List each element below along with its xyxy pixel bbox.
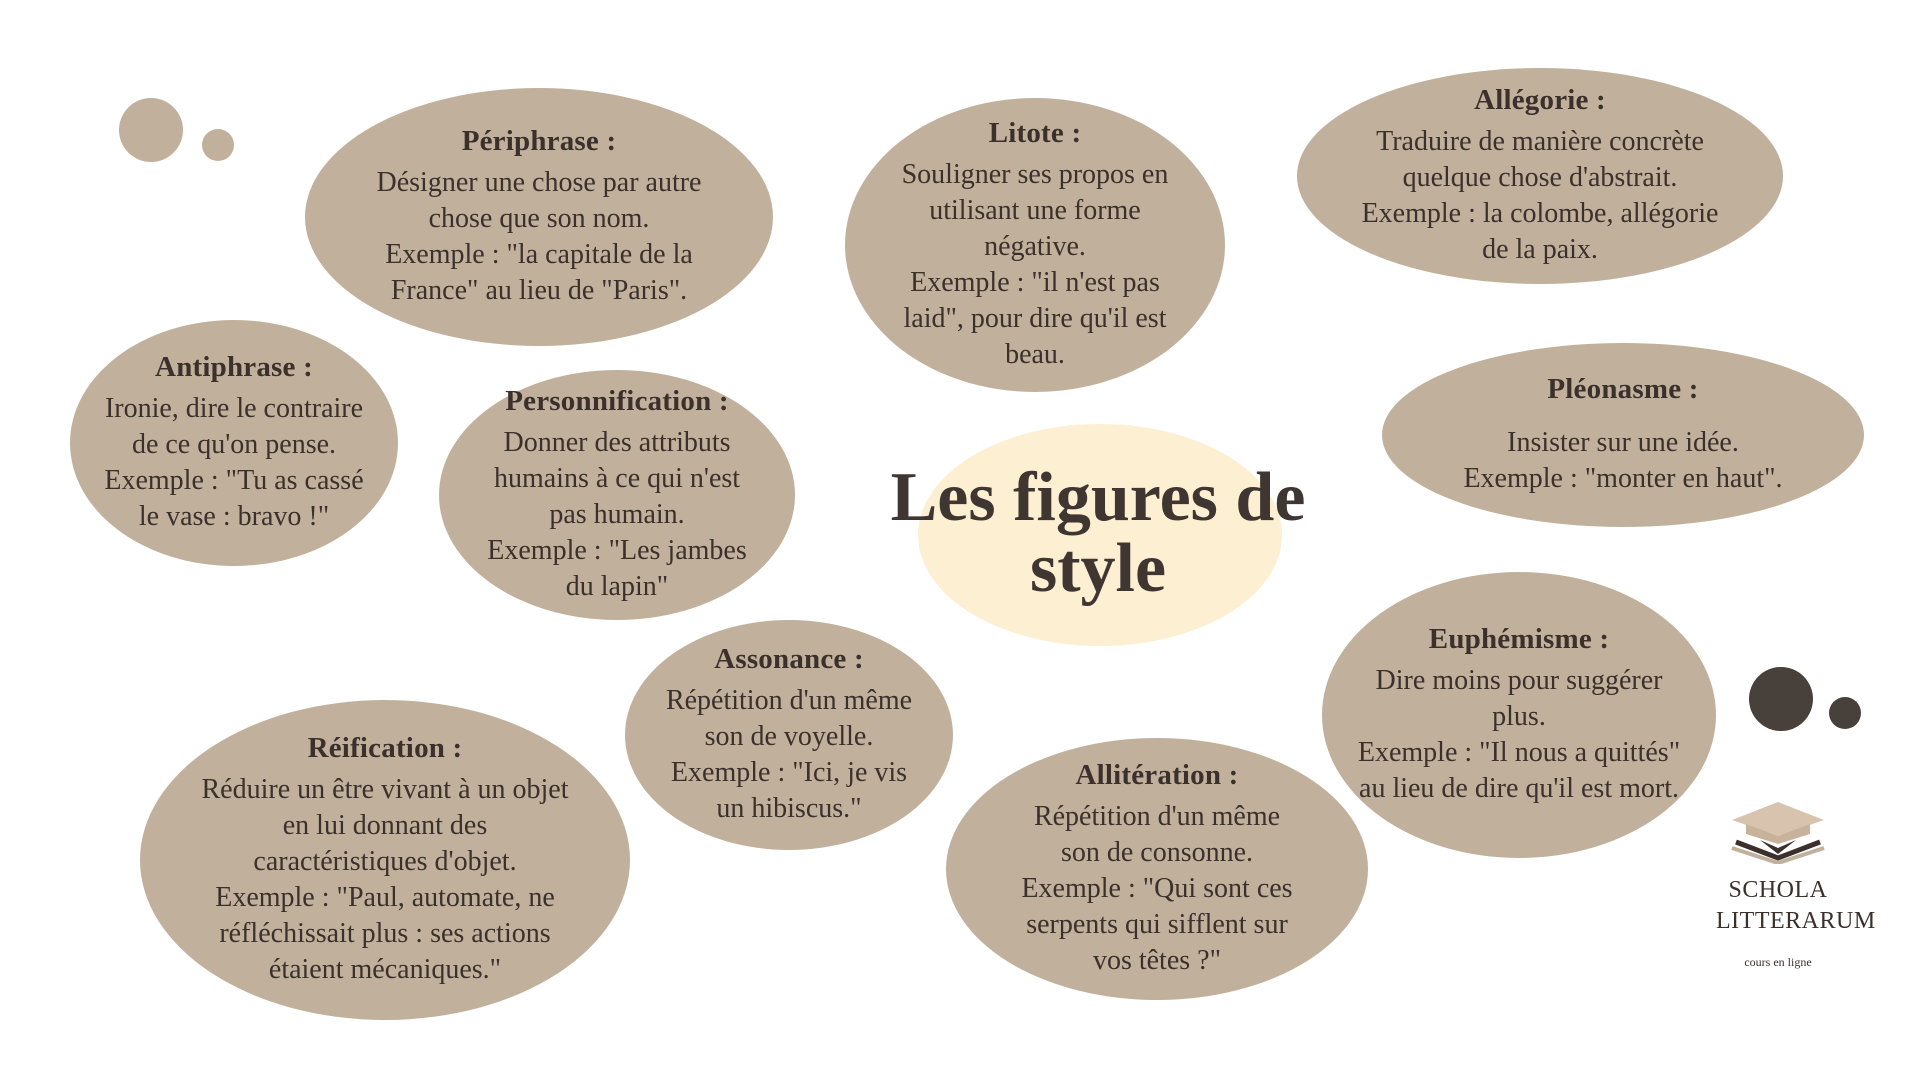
term-periphrase: Périphrase :: [461, 125, 617, 158]
bubble-allegorie: [1297, 68, 1783, 284]
bubble-alliteration: [946, 738, 1368, 1000]
logo-tagline: cours en ligne: [1744, 955, 1812, 969]
main-title: Les figures de style: [890, 459, 1306, 608]
decorative-dot-large-dark: [1749, 667, 1813, 731]
bubble-personnification: [439, 370, 795, 620]
definition-allegorie: Traduire de manière concrète quelque chose d'abstrait. Exemple : la colombe, allégorie de la paix.: [1361, 125, 1719, 265]
decorative-dot-small-dark: [1829, 697, 1861, 729]
decorative-dot-large-tan: [119, 98, 183, 162]
term-pleonasme: Pléonasme :: [1547, 373, 1699, 406]
graduation-book-icon: [1726, 800, 1830, 864]
term-euphemisme: Euphémisme :: [1428, 623, 1610, 656]
bubble-pleonasme: [1382, 343, 1864, 527]
definition-reification: Réduire un être vivant à un objet en lui donnant des caractéristiques d'objet. Exemple : "Paul, automate, ne réfléchissait plus : ses actions étaient mécaniques.": [201, 773, 569, 985]
term-antiphrase: Antiphrase :: [155, 351, 313, 384]
definition-antiphrase: Ironie, dire le contraire de ce qu'on pense. Exemple : "Tu as cassé le vase : bravo !": [104, 392, 364, 532]
term-reification: Réification :: [307, 732, 463, 765]
bubble-assonance: [625, 620, 953, 850]
definition-euphemisme: Dire moins pour suggérer plus. Exemple : "Il nous a quittés" au lieu de dire qu'il est mort.: [1357, 664, 1681, 804]
bubble-reification: [140, 700, 630, 1020]
bubble-litote: [845, 98, 1225, 392]
decorative-dot-small-tan: [202, 129, 234, 161]
definition-assonance: Répétition d'un même son de voyelle. Exemple : "Ici, je vis un hibiscus.": [665, 684, 913, 824]
term-assonance: Assonance :: [714, 643, 864, 676]
term-alliteration: Allitération :: [1075, 759, 1239, 792]
definition-alliteration: Répétition d'un même son de consonne. Exemple : "Qui sont ces serpents qui sifflent sur vos têtes ?": [1021, 800, 1293, 976]
definition-pleonasme: Insister sur une idée. Exemple : "monter en haut".: [1463, 426, 1783, 494]
definition-periphrase: Désigner une chose par autre chose que son nom. Exemple : "la capitale de la France" au lieu de "Paris".: [376, 166, 702, 306]
bubble-euphemisme: [1322, 572, 1716, 858]
term-personnification: Personnification :: [505, 385, 729, 418]
definition-litote: Souligner ses propos en utilisant une forme négative. Exemple : "il n'est pas laid", pour dire qu'il est beau.: [901, 158, 1169, 370]
term-litote: Litote :: [988, 117, 1082, 150]
definition-personnification: Donner des attributs humains à ce qui n'est pas humain. Exemple : "Les jambes du lapin": [487, 426, 747, 602]
bubble-periphrase: [305, 88, 773, 346]
bubble-antiphrase: [70, 320, 398, 566]
logo-name: SCHOLA LITTERARUM: [1716, 877, 1876, 934]
term-allegorie: Allégorie :: [1474, 84, 1606, 117]
logo: [1716, 800, 1876, 970]
